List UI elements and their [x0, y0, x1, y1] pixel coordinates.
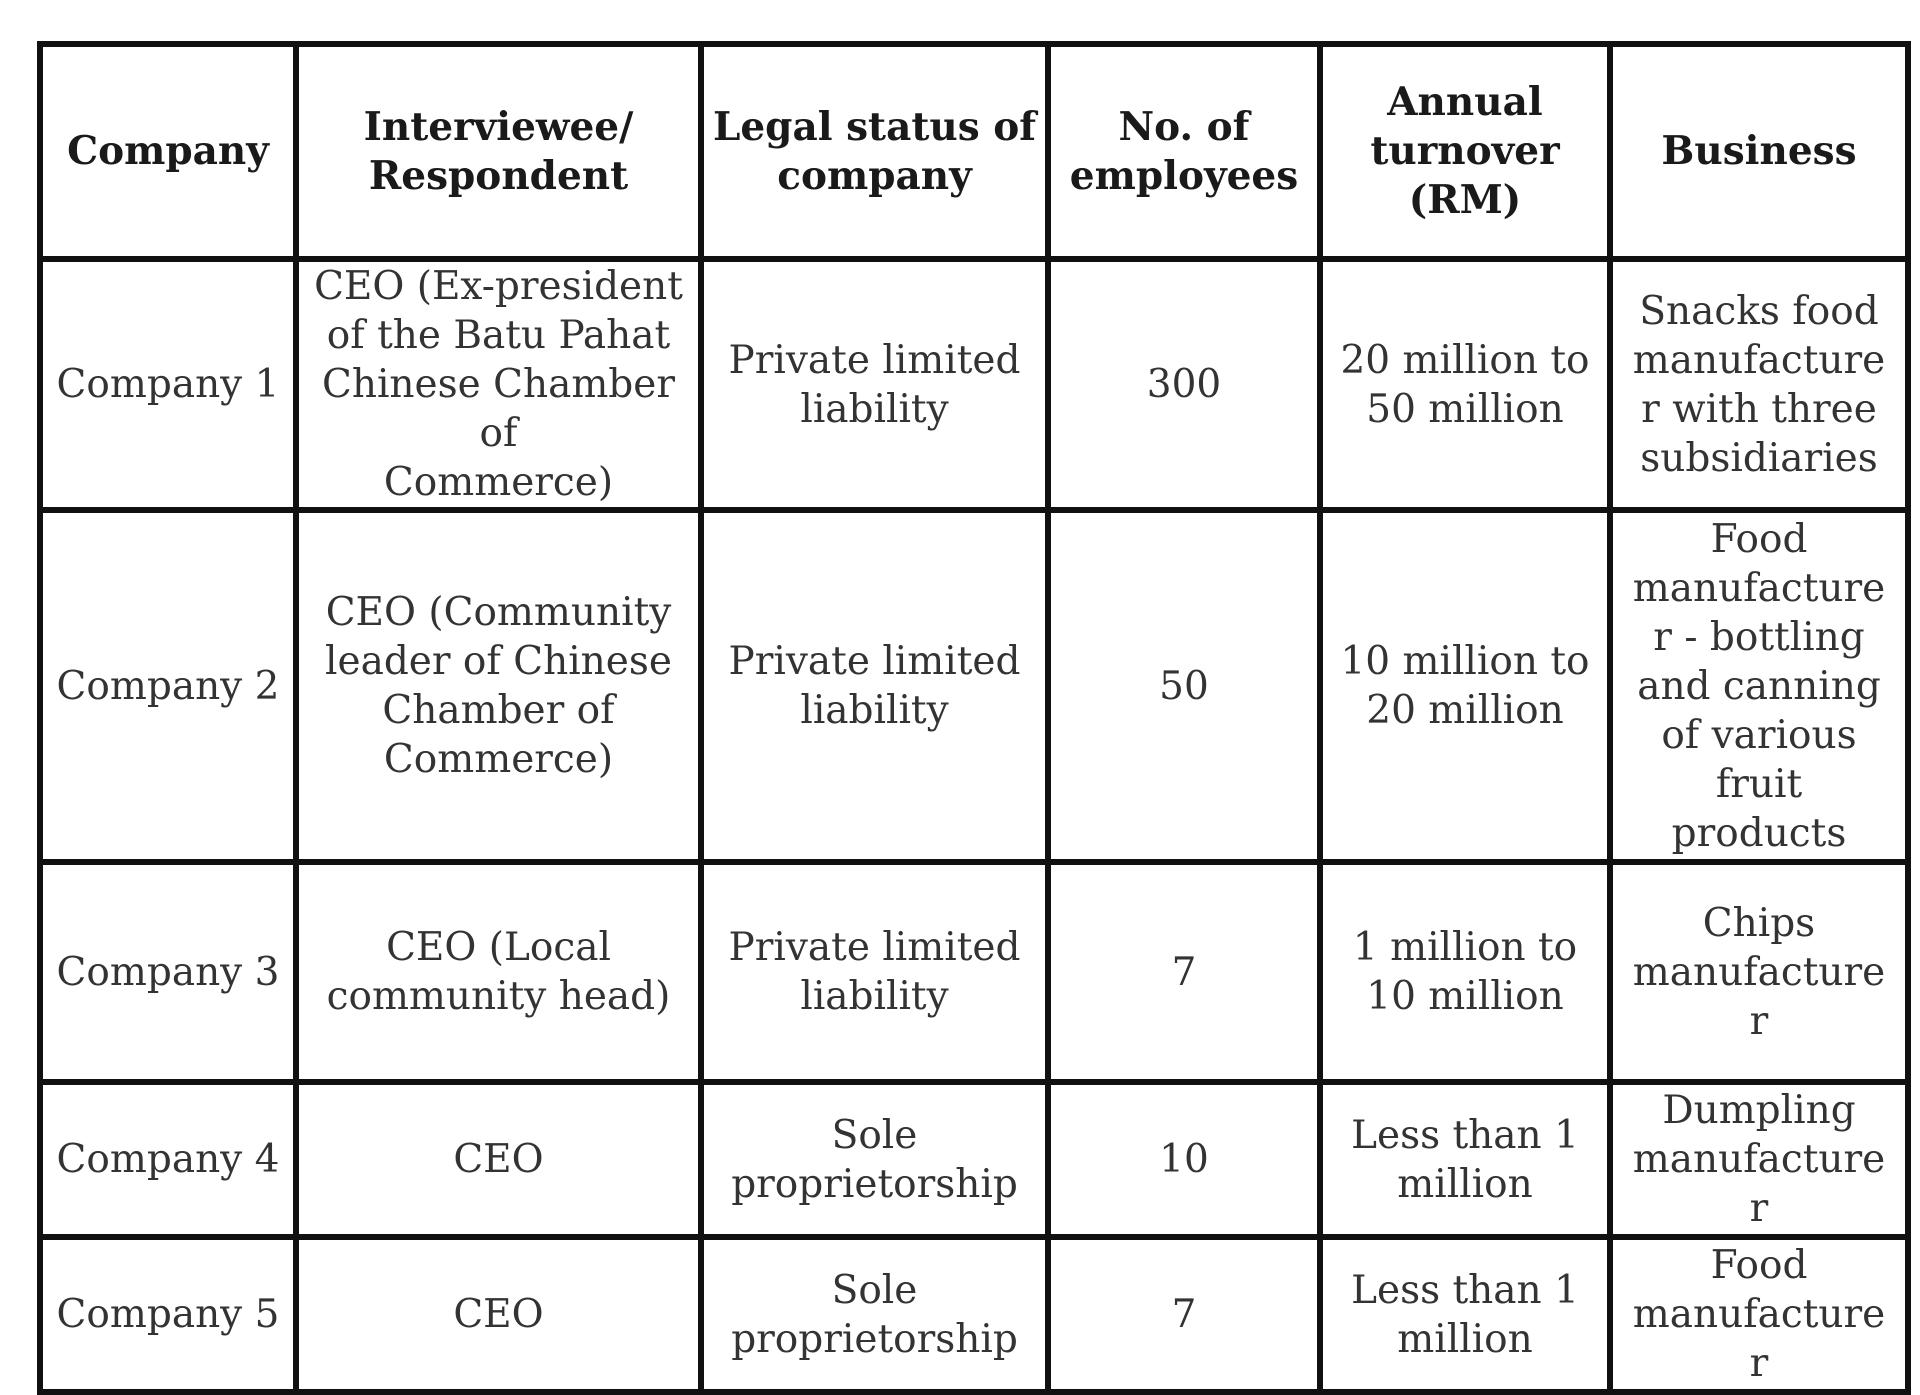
- header-company: [40, 44, 296, 259]
- cell-text-line: manufacture: [1632, 1292, 1886, 1337]
- cell-company: [40, 862, 296, 1082]
- cell-business: [1610, 1237, 1908, 1392]
- cell-business: [1610, 1082, 1908, 1237]
- table-row: [40, 1082, 1908, 1237]
- cell-employees: [1048, 259, 1320, 510]
- cell-text-line: CEO: [453, 1292, 544, 1337]
- cell-text-line: 20 million: [1366, 688, 1564, 733]
- cell-text-line: employees: [1069, 152, 1299, 199]
- cell-employees: [1048, 862, 1320, 1082]
- cell-text-line: Commerce): [383, 737, 614, 782]
- cell-text-line: Snacks food: [1639, 288, 1879, 334]
- cell-turnover: [1320, 259, 1610, 510]
- cell-respondent: [296, 1237, 701, 1392]
- cell-text-line: manufacture: [1632, 1137, 1886, 1182]
- cell-respondent: [296, 259, 701, 510]
- cell-text-line: of the Batu Pahat: [326, 313, 671, 358]
- cell-text-line: Less than 1: [1351, 1112, 1579, 1158]
- table-row: [40, 259, 1908, 510]
- cell-text-line: manufacture: [1632, 949, 1886, 995]
- cell-legal-status: [701, 1237, 1048, 1392]
- cell-text-line: Chinese Chamber of: [322, 362, 675, 456]
- table-row: [40, 862, 1908, 1082]
- cell-turnover: [1320, 510, 1610, 862]
- cell-text-line: 300: [1146, 362, 1222, 407]
- header-turnover: [1320, 44, 1610, 259]
- cell-text-line: Sole: [831, 1112, 918, 1158]
- cell-text-line: CEO: [453, 1137, 544, 1182]
- cell-text-line: (RM): [1408, 177, 1522, 223]
- cell-text-line: Legal status of: [712, 103, 1037, 150]
- cell-text-line: No. of: [1118, 103, 1250, 150]
- cell-business: [1610, 510, 1908, 862]
- cell-text-line: Food: [1710, 516, 1808, 562]
- cell-text-line: liability: [800, 688, 949, 733]
- cell-text-line: liability: [800, 974, 949, 1019]
- cell-text-line: Company 3: [56, 949, 280, 995]
- cell-text-line: Commerce): [383, 460, 614, 505]
- cell-text-line: Private limited: [728, 639, 1021, 684]
- cell-text-line: 7: [1171, 1292, 1197, 1337]
- header-employees: [1048, 44, 1320, 259]
- cell-text-line: liability: [800, 386, 949, 432]
- cell-text-line: leader of Chinese: [325, 639, 672, 684]
- cell-legal-status: [701, 510, 1048, 862]
- cell-text-line: turnover: [1370, 128, 1560, 174]
- cell-text-line: 1 million to: [1352, 925, 1578, 970]
- cell-text-line: CEO (Community: [325, 590, 672, 635]
- cell-turnover: [1320, 1237, 1610, 1392]
- cell-text-line: million: [1397, 1316, 1533, 1362]
- cell-text-line: subsidiaries: [1640, 435, 1878, 481]
- cell-text-line: 10 million to: [1340, 639, 1590, 684]
- table-row: [40, 510, 1908, 862]
- header-legal-status: [701, 44, 1048, 259]
- cell-text-line: Chips: [1702, 900, 1816, 946]
- cell-text-line: r with three: [1641, 386, 1877, 432]
- cell-text-line: proprietorship: [731, 1316, 1018, 1362]
- cell-text-line: Company 2: [56, 663, 280, 709]
- cell-text-line: Private limited: [728, 925, 1021, 970]
- table-row: [40, 1237, 1908, 1392]
- cell-legal-status: [701, 1082, 1048, 1237]
- table-header: [40, 44, 1908, 259]
- cell-text-line: 50 million: [1366, 386, 1564, 432]
- cell-employees: [1048, 1082, 1320, 1237]
- cell-text-line: r - bottling: [1653, 614, 1865, 660]
- cell-turnover: [1320, 1082, 1610, 1237]
- cell-text-line: and canning: [1637, 663, 1881, 709]
- cell-text-line: Sole: [831, 1267, 918, 1313]
- cell-respondent: [296, 1082, 701, 1237]
- cell-text-line: Less than 1: [1351, 1267, 1579, 1313]
- table-body: [40, 259, 1908, 1392]
- cell-turnover: [1320, 862, 1610, 1082]
- cell-text-line: company: [777, 152, 972, 199]
- company-table: [37, 41, 1911, 1395]
- cell-text-line: 20 million to: [1340, 337, 1590, 383]
- cell-company: [40, 1082, 296, 1237]
- cell-legal-status: [701, 862, 1048, 1082]
- cell-text-line: manufacture: [1632, 565, 1886, 611]
- header-row: [40, 44, 1908, 259]
- header-respondent: [296, 44, 701, 259]
- header-business: [1610, 44, 1908, 259]
- cell-text-line: Dumpling: [1662, 1088, 1856, 1133]
- cell-text-line: 7: [1171, 949, 1197, 995]
- cell-business: [1610, 259, 1908, 510]
- cell-text-line: Private limited: [728, 337, 1021, 383]
- cell-text-line: CEO (Local: [386, 925, 611, 970]
- cell-text-line: fruit: [1715, 761, 1803, 807]
- cell-text-line: Respondent: [368, 152, 629, 199]
- cell-text-line: Company 1: [56, 362, 280, 407]
- cell-text-line: proprietorship: [731, 1161, 1018, 1207]
- cell-text-line: Chamber of: [382, 688, 615, 733]
- cell-text-line: r: [1749, 998, 1769, 1044]
- cell-text-line: Annual: [1387, 79, 1543, 125]
- cell-text-line: manufacture: [1632, 337, 1886, 383]
- cell-text-line: CEO (Ex-president: [314, 264, 683, 309]
- cell-text-line: community head): [326, 974, 671, 1019]
- cell-text-line: Interviewee/: [363, 103, 634, 150]
- cell-company: [40, 510, 296, 862]
- cell-text-line: Company: [67, 128, 269, 174]
- cell-business: [1610, 862, 1908, 1082]
- cell-respondent: [296, 862, 701, 1082]
- cell-text-line: Company 4: [56, 1137, 280, 1182]
- cell-text-line: Food: [1710, 1243, 1808, 1288]
- cell-text-line: of various: [1661, 712, 1857, 758]
- cell-company: [40, 259, 296, 510]
- company-table-container: [37, 41, 1905, 1395]
- cell-text-line: r: [1749, 1186, 1769, 1231]
- cell-text-line: 10 million: [1366, 974, 1564, 1019]
- cell-text-line: million: [1397, 1161, 1533, 1207]
- cell-text-line: r: [1749, 1341, 1769, 1386]
- cell-text-line: 10: [1159, 1137, 1209, 1182]
- cell-text-line: 50: [1159, 663, 1209, 709]
- cell-text-line: products: [1671, 810, 1847, 856]
- cell-text-line: Business: [1661, 128, 1857, 174]
- cell-employees: [1048, 510, 1320, 862]
- cell-employees: [1048, 1237, 1320, 1392]
- cell-text-line: Company 5: [56, 1292, 280, 1337]
- cell-company: [40, 1237, 296, 1392]
- cell-legal-status: [701, 259, 1048, 510]
- cell-respondent: [296, 510, 701, 862]
